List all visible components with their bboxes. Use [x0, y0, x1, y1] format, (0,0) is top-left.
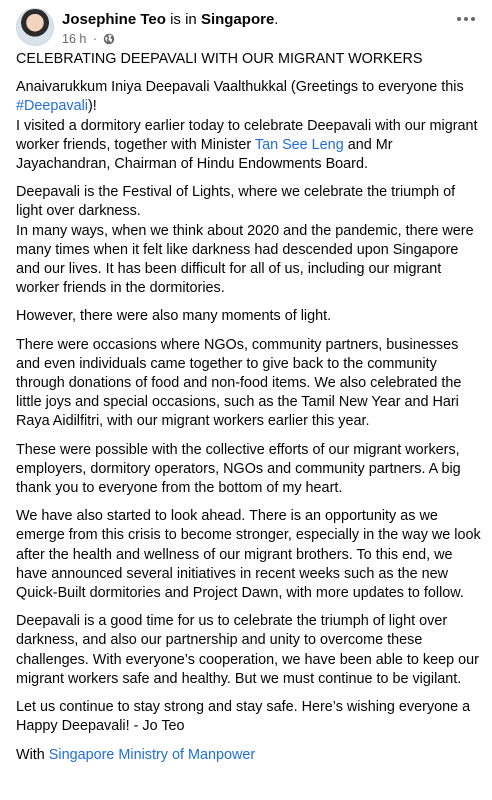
paragraph-4: There were occasions where NGOs, community partners, businesses and even individuals came together to give back to the community through donations of food and non-food items. We also celebrated the little joys and special occasions, such as the Tamil New Year and Hari Raya Aidilfitri, with our migrant workers earlier this year.	[16, 336, 462, 430]
post-meta	[62, 31, 115, 47]
paragraph-5: These were possible with the collective efforts of our migrant workers, employers, dormitory operators, NGOs and community partners. A big thank you to everyone from the bottom of my heart.	[16, 441, 461, 497]
paragraph-8: Let us continue to stay strong and stay safe. Here’s wishing everyone a Happy Deepavali! - Jo Teo	[16, 699, 471, 735]
ministry-tag-link[interactable]: Singapore Ministry of Manpower	[48, 746, 256, 763]
location-link[interactable]: Singapore	[200, 11, 275, 28]
paragraph-text: In many ways, when we think about 2020 and the pandemic, there were many times when it felt like darkness had descended upon Singapore and our lives. It has been difficult for all of us, including our migrant worker friends in the dormitories.	[16, 222, 474, 297]
globe-icon[interactable]	[103, 33, 115, 45]
author-avatar[interactable]	[16, 8, 54, 46]
minister-tag-link[interactable]: Tan See Leng	[254, 136, 344, 153]
more-dot	[471, 17, 475, 21]
location-suffix: .	[274, 11, 279, 28]
paragraph-3: However, there were also many moments of light.	[16, 308, 332, 325]
paragraph-text: and Mr Jayachandran, Chairman of Hindu Endowments Board.	[16, 136, 393, 173]
with-tag-line	[16, 746, 482, 765]
hashtag-deepavali-link[interactable]: #Deepavali	[16, 98, 89, 115]
paragraph-2	[16, 183, 482, 298]
post-header	[16, 6, 482, 50]
meta-separator: ·	[89, 32, 101, 46]
author-name[interactable]: Josephine Teo	[62, 11, 166, 28]
post-title: CELEBRATING DEEPAVALI WITH OUR MIGRANT WORKERS	[16, 51, 423, 67]
more-dot	[464, 17, 468, 21]
paragraph-text: Anaivarukkum Iniya Deepavali Vaalthukkal (Greetings to everyone this	[16, 79, 464, 96]
more-horizontal-icon	[457, 17, 461, 21]
paragraph-text: I visited a dormitory earlier today to celebrate Deepavali with our migrant worker friends, together with Minister	[16, 117, 478, 153]
paragraph-text: Deepavali is the Festival of Lights, where we celebrate the triumph of light over darkness.	[16, 184, 456, 220]
is-in-text: is in	[165, 11, 201, 28]
post-body	[16, 50, 482, 765]
paragraph-1	[16, 78, 482, 174]
more-options-button[interactable]	[452, 10, 480, 28]
paragraph-text: )!	[88, 98, 97, 115]
paragraph-7: Deepavali is a good time for us to celebrate the triumph of light over darkness, and also our partnership and unity to overcome these challenges. With everyone’s cooperation, we have been able to keep our migrant workers safe and healthy. But we must continue to be vigilant.	[16, 613, 479, 687]
post-time[interactable]: 16 h	[62, 32, 87, 46]
author-line	[62, 11, 278, 29]
paragraph-6: We have also started to look ahead. There is an opportunity as we emerge from this crisis to become stronger, especially in the way we look after the health and wellness of our migrant brothers. To this end, we have announced several initiatives in recent weeks such as the new Quick-Built dormitories and Project Dawn, with more updates to follow.	[16, 508, 481, 602]
with-text: With	[16, 746, 49, 763]
